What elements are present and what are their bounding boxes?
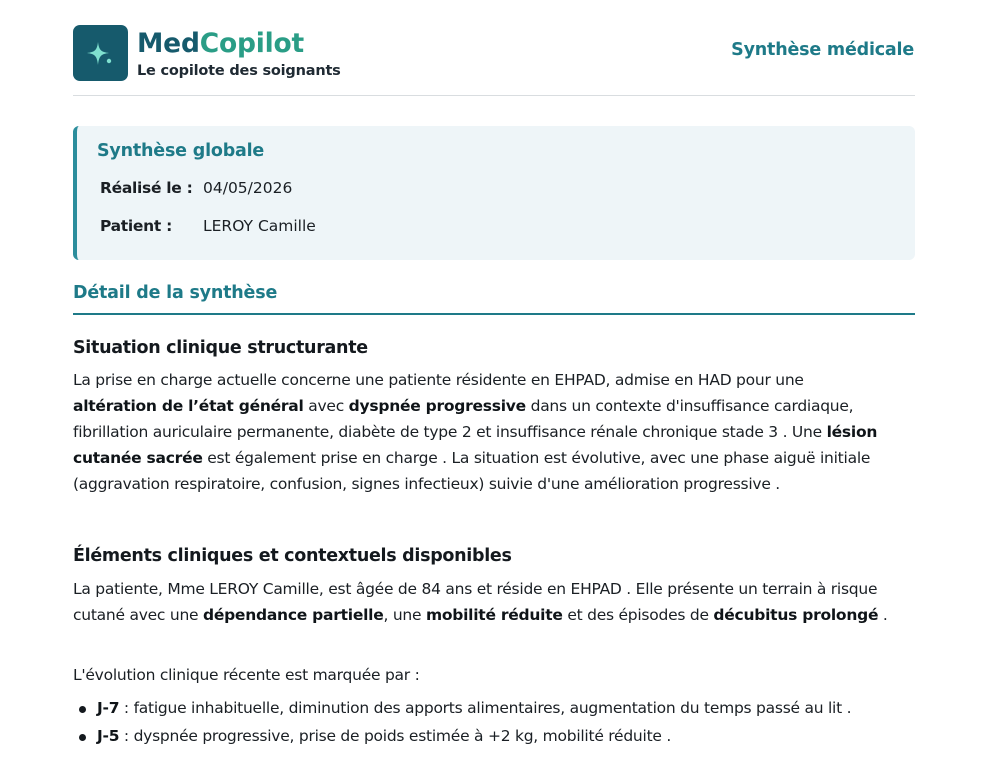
elements-bold-3: décubitus prolongé — [713, 606, 879, 624]
date-label: Réalisé le : — [100, 179, 193, 197]
evolution-list — [73, 695, 915, 751]
elements-bold-2: mobilité réduite — [425, 606, 563, 624]
day-text: : fatigue inhabituelle, diminution des apports alimentaires, augmentation du temps passé au lit . — [119, 699, 852, 717]
page-label: Synthèse médicale — [731, 40, 914, 60]
situation-bold-1: altération de l’état général — [73, 397, 304, 415]
day-text: : dyspnée progressive, prise de poids estimée à +2 kg, mobilité réduite . — [119, 727, 672, 745]
elements-text-3: et des épisodes de — [562, 606, 714, 624]
situation-text-3: dans un contexte d'insuffisance cardiaque, fibrillation auriculaire permanente, diabète de type 2 et insuffisance rénale chronique stade 3 . Une — [73, 397, 854, 441]
detail-section-title-text: Détail de la synthèse — [73, 283, 278, 303]
date-value: 04/05/2026 — [203, 179, 293, 197]
sparkle-icon — [85, 39, 115, 69]
list-item — [73, 723, 915, 749]
situation-text-1: La prise en charge actuelle concerne une patiente résidente en EHPAD, admise en HAD pour une — [73, 371, 804, 389]
elements-bold-1: dépendance partielle — [202, 606, 384, 624]
situation-bold-2: dyspnée progressive — [348, 397, 526, 415]
app-header — [73, 25, 915, 96]
brand-tagline: Le copilote des soignants — [137, 63, 341, 79]
evolution-intro: L'évolution clinique récente est marquée par : — [73, 666, 420, 684]
patient-label: Patient : — [100, 217, 172, 235]
elements-heading: Éléments cliniques et contextuels disponibles — [73, 546, 512, 566]
patient-value: LEROY Camille — [203, 217, 316, 235]
elements-text-2: , une — [383, 606, 426, 624]
situation-text-2: avec — [303, 397, 349, 415]
day-label: J-7 — [97, 699, 120, 717]
elements-paragraph — [73, 576, 915, 628]
summary-card — [73, 126, 915, 260]
situation-text-4: est également prise en charge . La situation est évolutive, avec une phase aiguë initiale (aggravation respiratoire, confusion, signes infectieux) suivie d'une amélioration progressive . — [73, 449, 871, 493]
situation-bold-3: lésion cutanée sacrée — [73, 423, 878, 467]
app-logo — [73, 25, 128, 81]
brand-name-part2: Copilot — [199, 28, 304, 59]
list-item — [73, 695, 915, 721]
elements-text-4: . — [878, 606, 888, 624]
day-label: J-5 — [97, 727, 120, 745]
situation-paragraph — [73, 367, 915, 497]
detail-section-title — [73, 283, 915, 315]
elements-text-1: La patiente, Mme LEROY Camille, est âgée de 84 ans et réside en EHPAD . Elle présente un terrain à risque cutané avec une — [73, 580, 878, 624]
summary-card-title: Synthèse globale — [97, 141, 265, 161]
brand-name-part1: Med — [137, 28, 200, 59]
brand-name — [137, 27, 304, 61]
situation-heading: Situation clinique structurante — [73, 338, 368, 358]
